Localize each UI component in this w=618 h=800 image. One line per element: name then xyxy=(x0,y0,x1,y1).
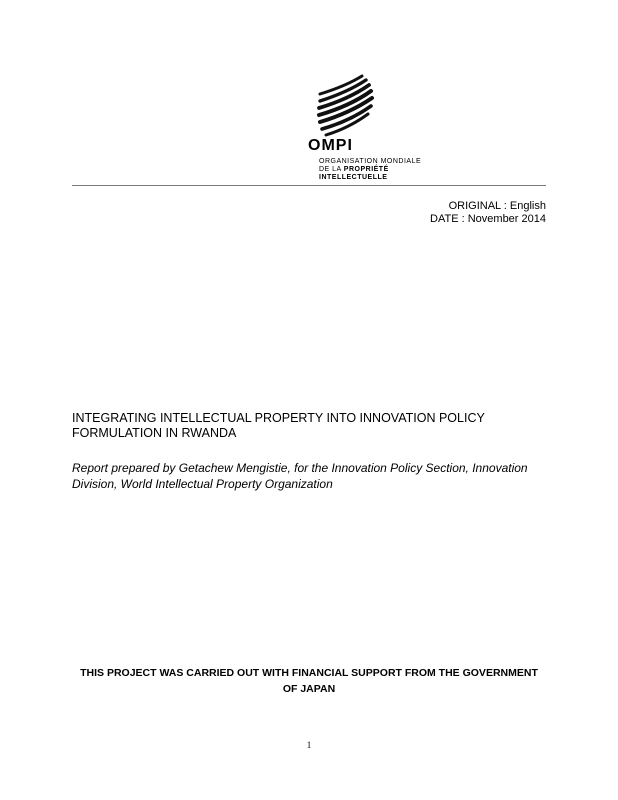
logo-line-1: ORGANISATION MONDIALE xyxy=(319,158,422,165)
wipo-logo xyxy=(302,72,450,180)
page-number: 1 xyxy=(306,740,312,750)
document-title: INTEGRATING INTELLECTUAL PROPERTY INTO INNOVATION POLICY FORMULATION IN RWANDA xyxy=(72,411,485,440)
original-language: ORIGINAL : English xyxy=(448,200,546,212)
logo-line-2-bold: PROPRIÉTÉ xyxy=(343,166,389,173)
logo-line-2-prefix: DE LA xyxy=(319,166,344,173)
logo-name: OMPI xyxy=(308,137,353,154)
wipo-globe-icon xyxy=(316,72,376,138)
logo-line-3: INTELLECTUELLE xyxy=(319,174,388,181)
funding-statement: THIS PROJECT WAS CARRIED OUT WITH FINANCIAL SUPPORT FROM THE GOVERNMENT OF JAPAN xyxy=(80,667,538,695)
document-meta xyxy=(430,200,546,226)
document-subtitle: Report prepared by Getachew Mengistie, for the Innovation Policy Section, Innovation Division, World Intellectual Property Organization xyxy=(72,461,528,491)
document-date: DATE : November 2014 xyxy=(430,213,546,225)
header-divider xyxy=(72,185,546,186)
